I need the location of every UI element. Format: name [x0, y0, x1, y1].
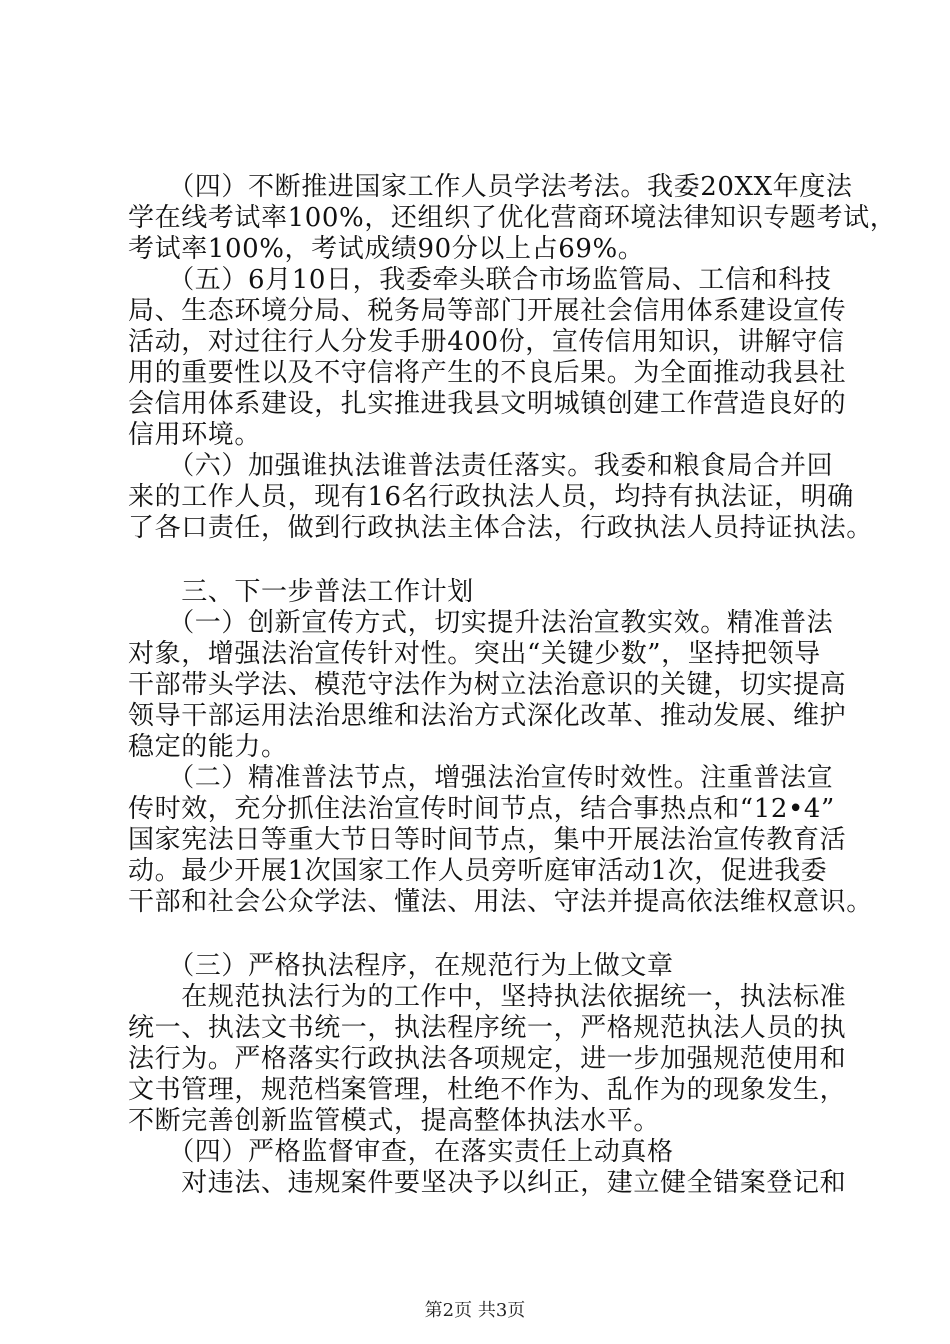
paragraph	[128, 982, 853, 1137]
text-line: 了各口责任，做到行政执法主体合法，行政执法人员持证执法。	[128, 513, 873, 543]
section-heading	[128, 577, 853, 608]
text-line: 会信用体系建设，扎实推进我县文明城镇创建工作营造良好的	[128, 389, 847, 419]
text-line: 来的工作人员，现有16名行政执法人员，均持有执法证，明确	[128, 482, 854, 512]
section-heading	[128, 1137, 853, 1168]
paragraph	[128, 451, 873, 544]
text-line: 在规范执法行为的工作中，坚持执法依据统一，执法标准	[128, 982, 847, 1012]
paragraph	[128, 265, 853, 451]
text-line: 用的重要性以及不守信将产生的不良后果。为全面推动我县社	[128, 358, 847, 388]
document-body	[128, 172, 897, 1199]
text-line: 干部带头学法、模范守法作为树立法治意识的关键，切实提高	[128, 670, 847, 700]
section-heading	[128, 951, 853, 982]
text-line: （二）精准普法节点，增强法治宣传时效性。注重普法宣	[128, 763, 834, 793]
text-line: （一）创新宣传方式，切实提升法治宣教实效。精准普法	[128, 608, 834, 638]
text-line: 国家宪法日等重大节日等时间节点，集中开展法治宣传教育活	[128, 825, 847, 855]
text-line: 文书管理，规范档案管理，杜绝不作为、乱作为的现象发生，	[128, 1075, 847, 1105]
text-line: 不断完善创新监管模式，提高整体执法水平。	[128, 1106, 661, 1136]
text-line: （四）严格监督审查，在落实责任上动真格	[128, 1137, 674, 1167]
text-line: 传时效，充分抓住法治宣传时间节点，结合事热点和“12•4”	[128, 794, 835, 824]
paragraph-spacer	[128, 918, 853, 951]
text-line: 学在线考试率100%，还组织了优化营商环境法律知识专题考试，	[128, 203, 897, 233]
paragraph	[128, 608, 853, 763]
text-line: 信用环境。	[128, 420, 262, 450]
text-line: （三）严格执法程序，在规范行为上做文章	[128, 951, 674, 981]
page-footer: 第2页 共3页	[424, 1300, 526, 1321]
text-line: 对违法、违规案件要坚决予以纠正，建立健全错案登记和	[128, 1168, 847, 1198]
text-line: 干部和社会公众学法、懂法、用法、守法并提高依法维权意识。	[128, 887, 873, 917]
text-line: 三、下一步普法工作计划	[128, 577, 474, 607]
paragraph-spacer	[128, 544, 853, 577]
paragraph	[128, 172, 897, 265]
text-line: 对象，增强法治宣传针对性。突出“关键少数”，坚持把领导	[128, 639, 821, 669]
text-line: （四）不断推进国家工作人员学法考法。我委20XX年度法	[128, 172, 853, 202]
paragraph	[128, 763, 873, 918]
text-line: （五）6月10日，我委牵头联合市场监管局、工信和科技	[128, 265, 832, 295]
text-line: 统一、执法文书统一，执法程序统一，严格规范执法人员的执	[128, 1013, 847, 1043]
text-line: 动。最少开展1次国家工作人员旁听庭审活动1次，促进我委	[128, 856, 828, 886]
text-line: 稳定的能力。	[128, 732, 288, 762]
paragraph	[128, 1168, 853, 1199]
text-line: 局、生态环境分局、税务局等部门开展社会信用体系建设宣传	[128, 296, 847, 326]
text-line: 考试率100%，考试成绩90分以上占69%。	[128, 234, 645, 264]
text-line: （六）加强谁执法谁普法责任落实。我委和粮食局合并回	[128, 451, 834, 481]
text-line: 活动，对过往行人分发手册400份，宣传信用知识，讲解守信	[128, 327, 845, 357]
text-line: 法行为。严格落实行政执法各项规定，进一步加强规范使用和	[128, 1044, 847, 1074]
text-line: 领导干部运用法治思维和法治方式深化改革、推动发展、维护	[128, 701, 847, 731]
